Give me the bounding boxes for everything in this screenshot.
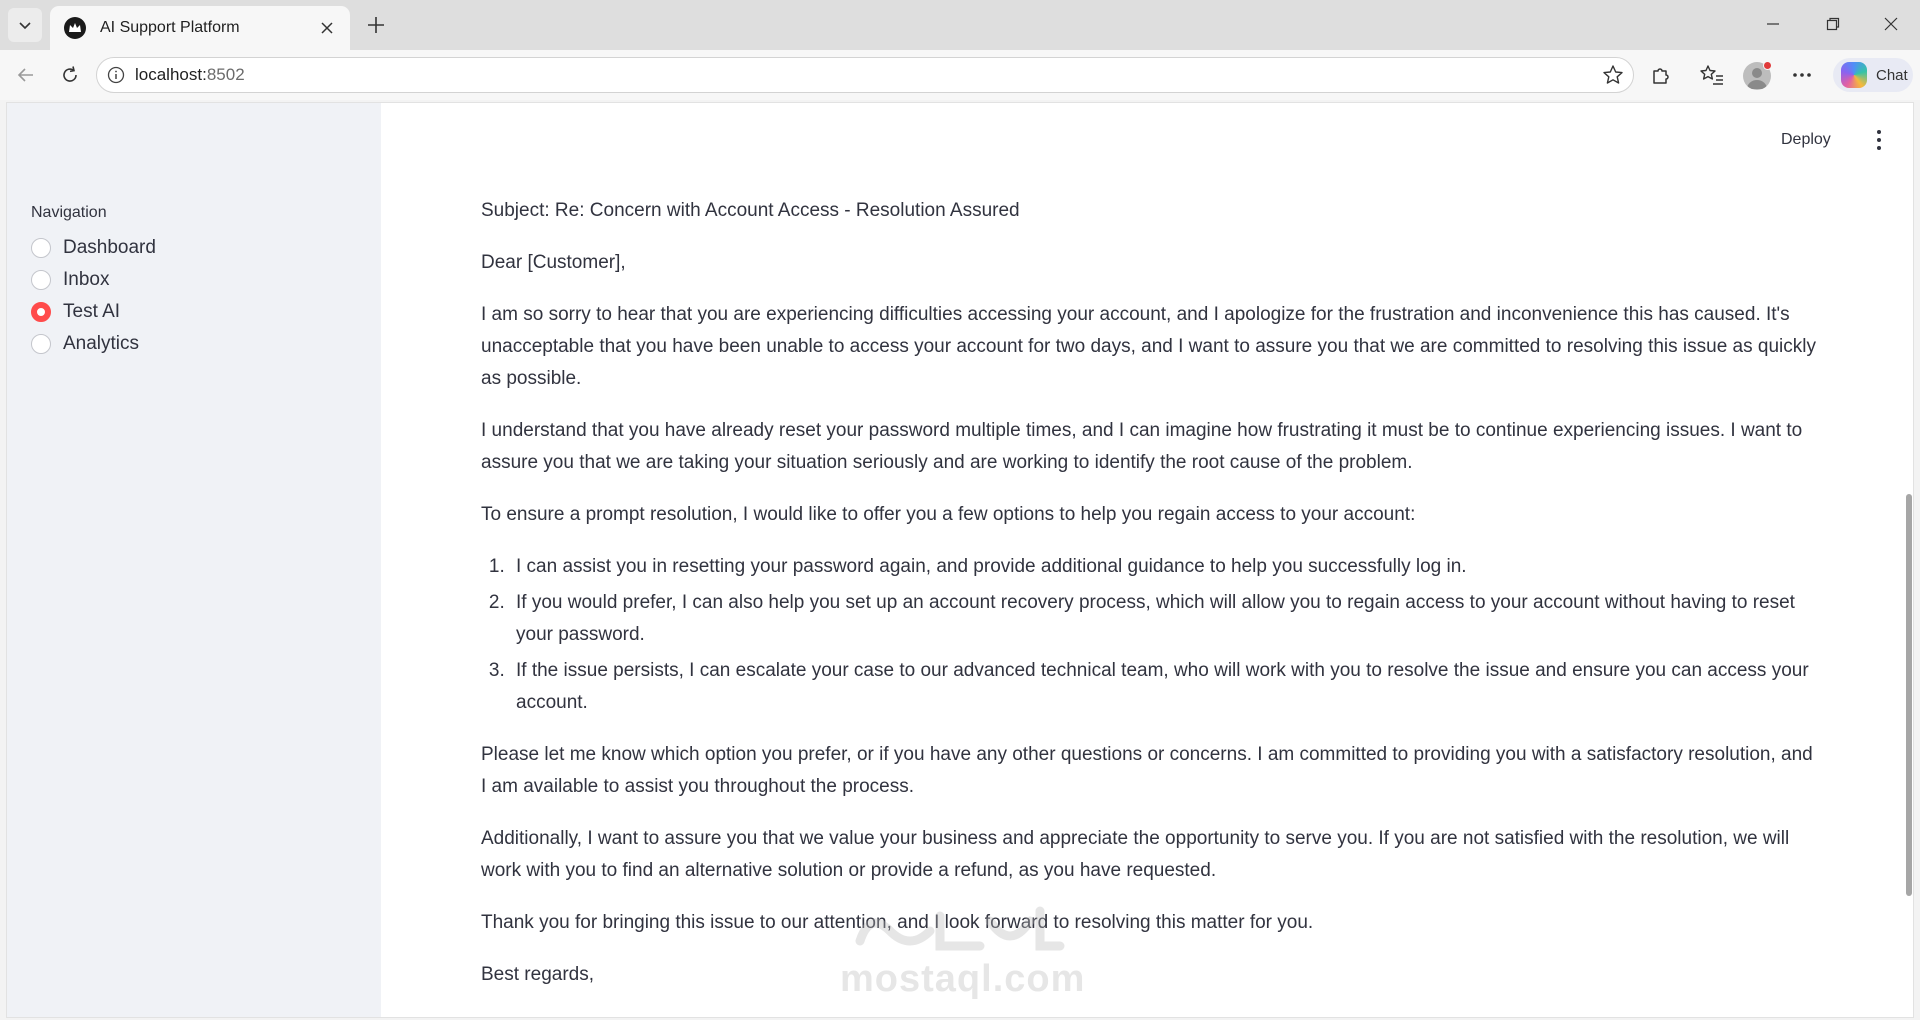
radio-test-ai[interactable] (31, 302, 51, 322)
kebab-dot (1877, 130, 1881, 134)
email-response (481, 195, 1821, 1011)
nav-item-test-ai[interactable] (31, 298, 120, 326)
restore-icon (1826, 17, 1840, 31)
email-paragraph: I understand that you have already reset your password multiple times, and I can imagine how frustrating it must be to continue experiencing issues. I want to assure you that we are taking your situation seriously and are working to identify the root cause of the problem. (481, 420, 1803, 473)
favorites-button[interactable] (1696, 59, 1728, 91)
back-button[interactable] (10, 59, 42, 91)
browser-tab-bar (0, 0, 1920, 50)
copilot-icon (1841, 62, 1867, 88)
email-paragraph: To ensure a prompt resolution, I would like to offer you a few options to help you regain access to your account: (481, 504, 1416, 525)
more-horizontal-icon (1792, 72, 1812, 78)
extensions-button[interactable] (1645, 59, 1677, 91)
watermark-text: mostaql.com (840, 958, 1086, 1000)
scrollbar-thumb[interactable] (1906, 494, 1912, 896)
email-paragraph: Thank you for bringing this issue to our attention, and I look forward to resolving this matter for you. (481, 912, 1314, 933)
chat-label: Chat (1876, 66, 1908, 84)
address-host: localhost: (135, 65, 207, 84)
reload-icon (60, 65, 80, 85)
nav-item-dashboard[interactable] (31, 234, 156, 262)
minimize-icon (1766, 17, 1780, 31)
app-window (6, 102, 1914, 1018)
favorite-star-icon[interactable] (1600, 62, 1626, 88)
option-item: 2. If you would prefer, I can also help you set up an account recovery process, which will allow you to regain access to your account without having to reset your password. (510, 587, 1821, 651)
puzzle-icon (1650, 64, 1672, 86)
more-options-button[interactable] (1786, 59, 1818, 91)
email-paragraph: Please let me know which option you prefer, or if you have any other questions or concerns. I am committed to providing you with a satisfactory resolution, and I am available to assist you throughout the process. (481, 744, 1813, 797)
option-item: 3. If the issue persists, I can escalate your case to our advanced technical team, who will work with you to resolve the issue and ensure you can access your account. (510, 655, 1821, 719)
kebab-dot (1877, 146, 1881, 150)
tab-title: AI Support Platform (100, 19, 240, 36)
navigation-title: Navigation (31, 204, 107, 221)
favorites-list-icon (1700, 64, 1724, 86)
email-sign-off: Best regards, (481, 964, 594, 985)
chevron-down-icon (17, 17, 33, 33)
nav-label-inbox: Inbox (63, 269, 110, 290)
close-icon (320, 21, 334, 35)
new-tab-button[interactable] (362, 11, 390, 39)
site-info-icon[interactable] (104, 63, 128, 87)
copilot-chat-button[interactable] (1833, 58, 1913, 92)
tab-close-button[interactable] (316, 17, 338, 39)
nav-label-dashboard: Dashboard (63, 237, 156, 258)
kebab-dot (1877, 138, 1881, 142)
tab-list-button[interactable] (8, 8, 42, 42)
address-text[interactable] (135, 64, 245, 86)
radio-analytics[interactable] (31, 334, 51, 354)
crown-icon (64, 17, 86, 39)
options-list (510, 551, 1821, 719)
notification-dot (1763, 61, 1772, 70)
restore-button[interactable] (1810, 8, 1856, 40)
reload-button[interactable] (54, 59, 86, 91)
sidebar (7, 103, 381, 1018)
close-window-button[interactable] (1868, 8, 1914, 40)
plus-icon (366, 15, 386, 35)
nav-label-test-ai: Test AI (63, 301, 121, 322)
nav-label-analytics: Analytics (63, 333, 140, 354)
email-paragraph: Additionally, I want to assure you that we value your business and appreciate the opportunity to serve you. If you are not satisfied with the resolution, we will work with you to find an alternative solution or provide a refund, as you have requested. (481, 828, 1790, 881)
deploy-button[interactable]: Deploy (1781, 131, 1831, 148)
email-greeting: Dear [Customer], (481, 252, 626, 273)
option-item: 1. I can assist you in resetting your password again, and provide additional guidance to help you successfully log in. (510, 551, 1821, 583)
email-paragraph: I am so sorry to hear that you are experiencing difficulties accessing your account, and I apologize for the frustration and inconvenience this has caused. It's unacceptable that you have been unable to access your account for two days, and I want to assure you that we are committed to resolving this issue as quickly as possible. (481, 304, 1816, 389)
nav-item-inbox[interactable] (31, 266, 109, 294)
minimize-button[interactable] (1750, 8, 1796, 40)
address-port: 8502 (206, 65, 245, 84)
email-subject: Subject: Re: Concern with Account Access - Resolution Assured (481, 200, 1020, 221)
close-icon (1884, 17, 1898, 31)
main-menu-button[interactable] (1867, 125, 1891, 155)
browser-tab-active[interactable] (50, 6, 350, 50)
address-bar[interactable] (96, 57, 1634, 93)
radio-inbox[interactable] (31, 270, 51, 290)
nav-item-analytics[interactable] (31, 330, 139, 358)
radio-dashboard[interactable] (31, 238, 51, 258)
arrow-left-icon (16, 65, 36, 85)
